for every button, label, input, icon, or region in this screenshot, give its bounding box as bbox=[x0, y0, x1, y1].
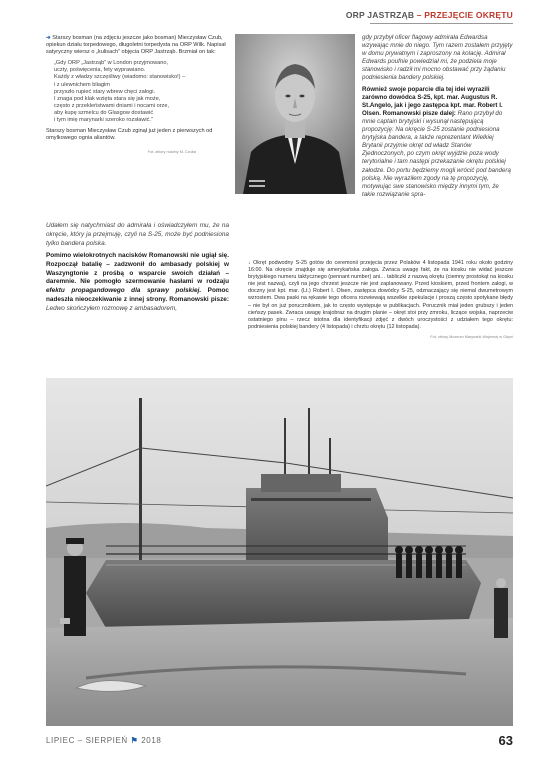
photo-credit-right: Fot. zbiory Muzeum Marynarki Wojennej w Gdyni bbox=[430, 334, 513, 339]
left-caption-after: Starszy bosman Mieczysław Czub zginął już jeden z pierwszych od omylkowego ognia aliantów. bbox=[46, 128, 213, 142]
right-top-text bbox=[362, 34, 513, 199]
submarine-illustration bbox=[46, 378, 513, 726]
left-caption-block bbox=[46, 35, 226, 154]
right-top-italic-2: Rano przybył do mnie captain brytyjski i wysunął następującą propozycję: Na okręcie S-25 zostanie podniesiona brytyjska bandera, a także reprezentant Wielkiej Brytanii przyjmie okręt od władz Stanów Zjednoczonych, po czym okręt wyjdzie poza wody terytorialne i tam następi przekazanie okrętu polskiej załodze. Do portu będziemy mogli wrócić pod banderą polską. Nie wyraziłem zgody na tę propozycję, motywując swe stanowisko między innymi tym, że takie rozwiązanie spra- bbox=[362, 109, 511, 198]
poem-quote: „Gdy ORP „Jastrząb” w London przyjmowano, uczty, poświęcenia, fety wyprawiano. Każdy z władzy szczęśliwy (wiadomo: stanowisko!) – i z ulewnichem bliagim przyszło rupieć stary wbrew chęci załogi. I znaga pod klak wzięta stara się jak może, często z przekleństwami dniami i nocami orze, aby kupę szmelcu do Glasgow dostawić i tym imię marynarki szeroko rozsławić.” bbox=[54, 60, 186, 124]
running-header bbox=[346, 10, 513, 23]
footer-month: LIPIEC – SIERPIEŃ bbox=[46, 736, 128, 745]
portrait-illustration bbox=[235, 34, 355, 194]
left-caption bbox=[46, 35, 226, 56]
left-body-italic-end: Ledwo skończyłem rozmowę z ambasadorem, bbox=[46, 305, 178, 313]
right-top-italic-1: gdy przybył oficer flagowy admirała Edwardsa wzywając mnie do niego. Tym razem zostałem przyjęty w domu prywatnym i zaproszony na kolację. Admirał Edwards poufnie powiedział mi, że podziela moje stanowisko i radził mi mocno obstawać przy żądaniu podniesienia bandery polskiej. bbox=[362, 34, 513, 82]
submarine-photo bbox=[46, 378, 513, 726]
header-subtitle: – PRZEJĘCIE OKRĘTU bbox=[414, 10, 513, 20]
footer-year: 2018 bbox=[141, 736, 162, 745]
flag-icon: ⚑ bbox=[130, 736, 139, 745]
right-top-bold: Również swoje poparcie dla tej idei wyrazili zarówno dowódca S-25, kpt. mar. Augustus R. St.Angelo, jak i jego zastępca kpt. mar. Robert I. Olsen. Romanowski pisze dalej: bbox=[362, 85, 503, 117]
left-body-bold: Pomimo wielokrotnych nacisków Romanowski nie ugiął się. Rozpoczął batalię – zadzwonił do ambasady polskiej w Waszyngtonie z prośbą o wsparcie swoich działań – daremnie. Nie pomogło szermowanie hasłami w rodzaju bbox=[46, 251, 229, 286]
left-body-bold-italic: efektu propagandowego dla sprawy polskiej. bbox=[46, 287, 202, 295]
header-title: ORP JASTRZĄB bbox=[345, 10, 415, 20]
right-caption bbox=[248, 260, 513, 341]
right-caption-text: Okręt podwodny S-25 gotów do ceremonii przejęcia przez Polaków 4 listopada 1941 roku około godziny 16:00. Na okręcie znajduje się amerykańska załoga. Zwraca uwagę fakt, że na kiosku nie widać jeszcze brytyjskiego numeru taktycznego (pennant number) ani… tabliczki z nazwą okrętu (ciemny prostokąt na kiosku nie jest nazwą), czyli na jego chrzest jeszcze nie jest zaplanowany. Przed kioskiem, przed frontem załogi, w doczny jest kpt. mar. (Lt.) Robert I. Olsen, zastępca dowódcy S-25, odznaczający się niemal dwumetrowym wzrostem. Dwa paski na rękawie tego oficera rozwiewają wszelkie spekulacje i proszą często spotykane błędy – nie był on już porucznikiem, jak to często występuje w publikacjach. Porucznik miał jeden grubszy i jeden cieńszy pasek. Zwraca uwagę krajobraz na drugim planie – okręt stoi przy zmroku, liczące wojska, naprzeciw ostatniego pinu – rzecz istotna dla identyfikacji zdjęć z dwóch uroczystości z udziałem tego okrętu: podniesienia polskiej bandery (4 listopada) i chrztu okrętu (12 listopada). bbox=[248, 260, 514, 330]
page-number: 63 bbox=[498, 733, 513, 748]
left-body-bold-2: Pomoc nadeszła nieoczekiwanie z innej strony. Romanowski pisze: bbox=[46, 287, 229, 304]
footer-date bbox=[46, 736, 161, 745]
header-rule bbox=[370, 23, 513, 24]
left-body-text bbox=[46, 222, 229, 314]
left-body-italic-start: Udałem się natychmiast do admirała i oświadczyłem mu, że na okręcie, który ja przejmuję, czyli na S-25, może być podniesiona tylko bandera polska. bbox=[46, 222, 229, 247]
portrait-photo bbox=[235, 34, 355, 194]
down-arrow-icon: ↓ bbox=[248, 260, 251, 266]
left-caption-text: Starszy bosman (na zdjęciu jeszcze jako bosman) Mieczysław Czub, opiekun działu torpedowego, długoletni torpedysta na ORP Wilk. Napisał satyryczny wiersz o „kulisach” objęcia ORP Jastrząb. Brzmiał on tak: bbox=[46, 35, 226, 56]
photo-credit-left: Fot. zbiory rodziny M. Czuba bbox=[147, 150, 196, 155]
right-arrow-icon: ➔ bbox=[46, 35, 51, 41]
